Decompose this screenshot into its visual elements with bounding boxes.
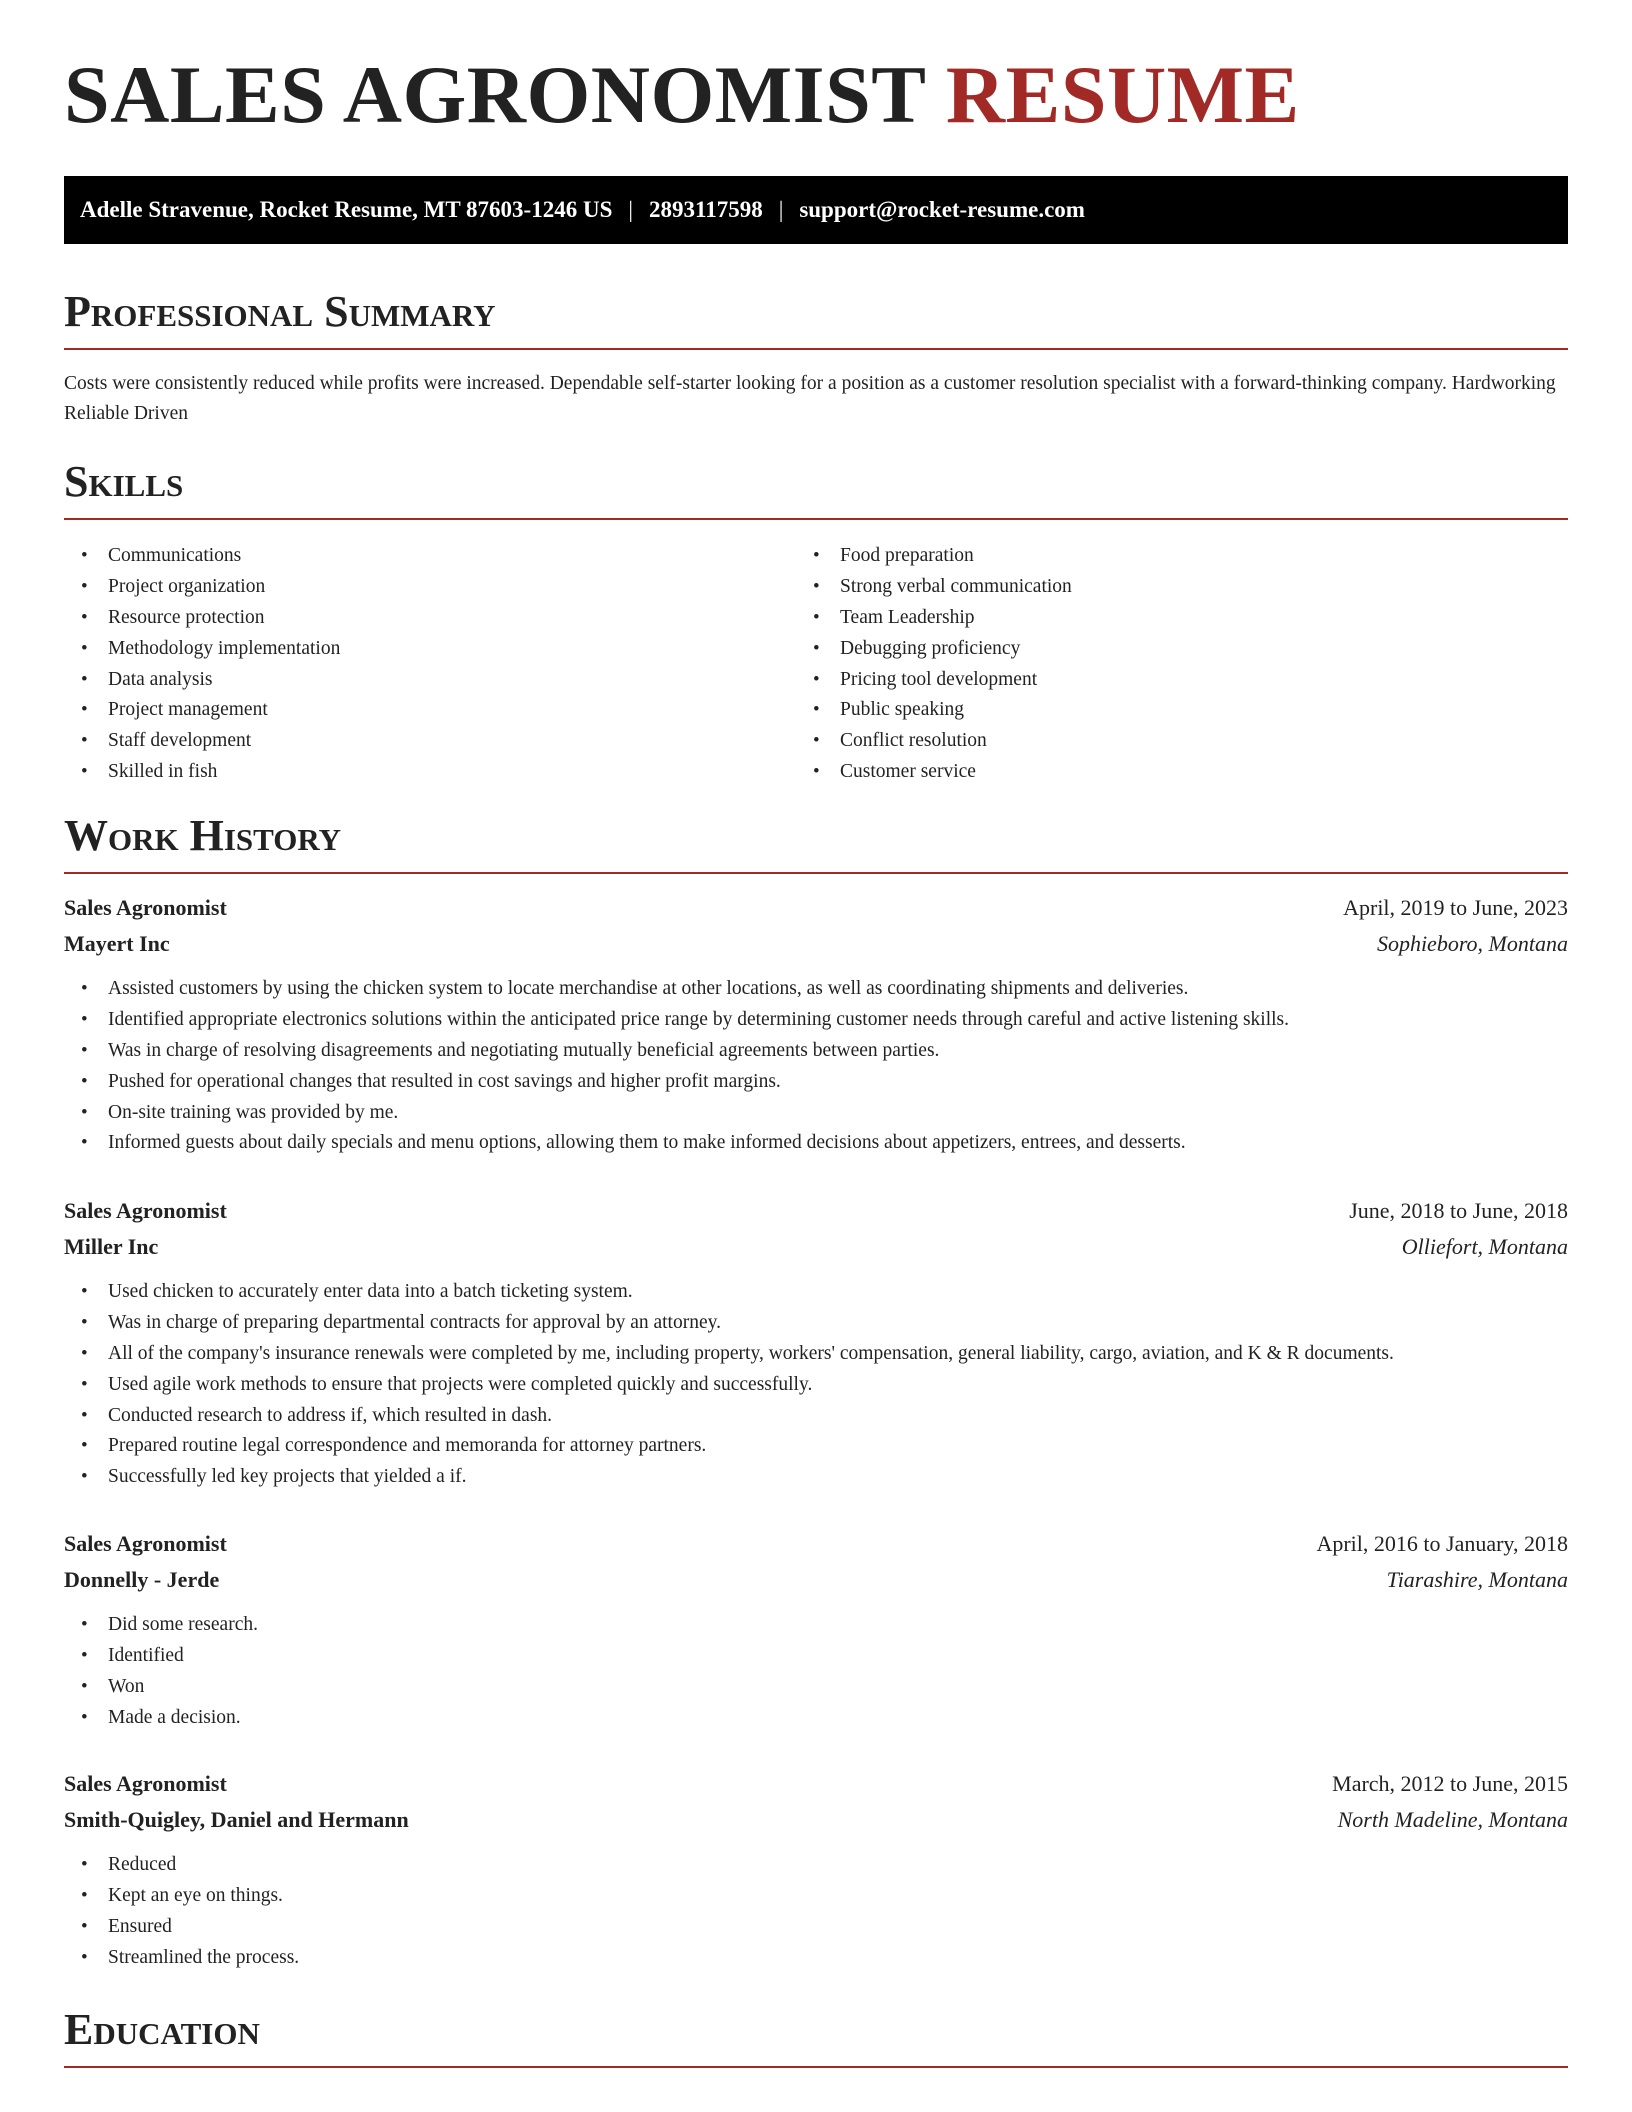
job-dates: April, 2016 to January, 2018 (1316, 1531, 1568, 1556)
section-divider (64, 518, 1568, 520)
list-item: • Debugging proficiency (796, 634, 1072, 665)
job-entry (64, 1193, 1568, 1493)
section-divider (64, 348, 1568, 350)
job-role: Sales Agronomist (64, 1771, 227, 1796)
list-item: • Strong verbal communication (796, 572, 1072, 603)
list-item: • Did some research. (64, 1610, 1568, 1641)
title-main: SALES AGRONOMIST (64, 49, 925, 140)
list-item: • Ensured (64, 1912, 1568, 1943)
list-item: • Methodology implementation (64, 634, 340, 665)
list-item: • Communications (64, 541, 340, 572)
job-header-row (64, 1193, 1568, 1229)
list-item: • Resource protection (64, 603, 340, 634)
job-header-row (64, 1766, 1568, 1802)
list-item: • Conducted research to address if, which resulted in dash. (64, 1401, 1568, 1432)
job-location: North Madeline, Montana (1337, 1807, 1568, 1832)
contact-address: Adelle Stravenue, Rocket Resume, MT 87603-1246 US (80, 197, 613, 222)
skills-list-left (64, 541, 340, 788)
job-role: Sales Agronomist (64, 1198, 227, 1223)
summary-text: Costs were consistently reduced while profits were increased. Dependable self-starter looking for a position as a customer resolution specialist with a forward-thinking company. Hardworking Reliable Driven (64, 373, 1556, 424)
contact-email: support@rocket-resume.com (799, 197, 1085, 222)
list-item: • Won (64, 1672, 1568, 1703)
list-item: • Food preparation (796, 541, 1072, 572)
skills-list-right (796, 541, 1072, 788)
list-item: • Public speaking (796, 695, 1072, 726)
list-item: • Kept an eye on things. (64, 1881, 1568, 1912)
list-item: • Staff development (64, 726, 340, 757)
section-title-skills: Skills (64, 457, 184, 506)
job-entry (64, 1766, 1568, 1974)
job-bullets (64, 1277, 1568, 1493)
job-company: Miller Inc (64, 1234, 159, 1259)
list-item: • Customer service (796, 757, 1072, 788)
list-item: • Used agile work methods to ensure that projects were completed quickly and successfully. (64, 1370, 1568, 1401)
list-item: • Prepared routine legal correspondence and memoranda for attorney partners. (64, 1431, 1568, 1462)
list-item: • All of the company's insurance renewals were completed by me, including property, workers' compensation, general liability, cargo, aviation, and K & R documents. (64, 1339, 1568, 1370)
list-item: • Successfully led key projects that yielded a if. (64, 1462, 1568, 1493)
list-item: • Used chicken to accurately enter data into a batch ticketing system. (64, 1277, 1568, 1308)
list-item: • Conflict resolution (796, 726, 1072, 757)
list-item: • Team Leadership (796, 603, 1072, 634)
job-company-row (64, 926, 1568, 962)
list-item: • Project organization (64, 572, 340, 603)
job-entry (64, 890, 1568, 1159)
list-item: • Pushed for operational changes that resulted in cost savings and higher profit margins. (64, 1067, 1568, 1098)
list-item: • Informed guests about daily specials and menu options, allowing them to make informed decisions about appetizers, entrees, and desserts. (64, 1128, 1568, 1159)
job-dates: June, 2018 to June, 2018 (1349, 1198, 1568, 1223)
list-item: • Assisted customers by using the chicken system to locate merchandise at other locations, as well as coordinating shipments and deliveries. (64, 974, 1568, 1005)
job-company-row (64, 1229, 1568, 1265)
job-entry (64, 1526, 1568, 1734)
job-bullets (64, 1850, 1568, 1974)
job-dates: April, 2019 to June, 2023 (1343, 895, 1568, 920)
contact-separator: | (778, 197, 784, 222)
list-item: • Identified (64, 1641, 1568, 1672)
list-item: • Was in charge of resolving disagreements and negotiating mutually beneficial agreements between parties. (64, 1036, 1568, 1067)
section-divider (64, 872, 1568, 874)
list-item: • Skilled in fish (64, 757, 340, 788)
title-accent: RESUME (945, 49, 1300, 140)
section-title-summary: Professional Summary (64, 287, 496, 336)
job-company-row (64, 1802, 1568, 1838)
list-item: • Streamlined the process. (64, 1943, 1568, 1974)
list-item: • Made a decision. (64, 1703, 1568, 1734)
job-location: Olliefort, Montana (1401, 1234, 1568, 1259)
job-role: Sales Agronomist (64, 1531, 227, 1556)
job-dates: March, 2012 to June, 2015 (1332, 1771, 1568, 1796)
contact-phone: 2893117598 (648, 197, 763, 222)
resume-title (64, 49, 1300, 140)
job-header-row (64, 1526, 1568, 1562)
list-item: • Pricing tool development (796, 665, 1072, 696)
section-title-work-history: Work History (64, 811, 342, 860)
contact-bar (64, 176, 1568, 244)
job-location: Tiarashire, Montana (1386, 1567, 1568, 1592)
list-item: • Project management (64, 695, 340, 726)
list-item: • Identified appropriate electronics solutions within the anticipated price range by determining customer needs through careful and active listening skills. (64, 1005, 1568, 1036)
list-item: • Reduced (64, 1850, 1568, 1881)
job-company: Donnelly - Jerde (64, 1567, 220, 1592)
list-item: • Data analysis (64, 665, 340, 696)
job-company-row (64, 1562, 1568, 1598)
list-item: • Was in charge of preparing departmental contracts for approval by an attorney. (64, 1308, 1568, 1339)
contact-separator: | (628, 197, 633, 222)
job-company: Smith-Quigley, Daniel and Hermann (64, 1807, 409, 1832)
section-title-education: Education (64, 2005, 260, 2054)
job-bullets (64, 1610, 1568, 1734)
job-role: Sales Agronomist (64, 895, 227, 920)
job-bullets (64, 974, 1568, 1159)
list-item: • On-site training was provided by me. (64, 1098, 1568, 1129)
job-company: Mayert Inc (64, 931, 170, 956)
section-divider (64, 2066, 1568, 2068)
job-location: Sophieboro, Montana (1376, 931, 1568, 956)
job-header-row (64, 890, 1568, 926)
